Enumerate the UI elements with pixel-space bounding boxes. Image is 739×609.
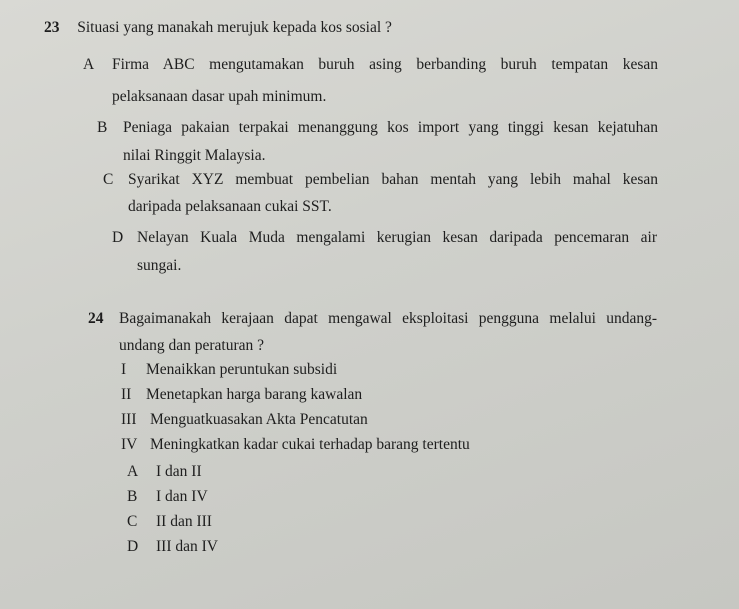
option-letter: A [127, 463, 139, 480]
question-number: 24 [88, 310, 104, 327]
option-d-line1: Nelayan Kuala Muda mengalami kerugian kesan daripada pencemaran air [137, 229, 657, 246]
option-text: I dan IV [156, 488, 208, 505]
statement-roman: IV [121, 436, 138, 453]
option-letter: A [83, 56, 95, 73]
statement-text: Menetapkan harga barang kawalan [146, 386, 363, 403]
statement-roman: II [121, 386, 132, 403]
statement-roman: III [121, 411, 137, 428]
option-text: I dan II [156, 463, 202, 480]
option-letter: C [127, 513, 138, 530]
statement-text: Menaikkan peruntukan subsidi [146, 361, 338, 378]
option-c-line1: Syarikat XYZ membuat pembelian bahan mentah yang lebih mahal kesan [128, 171, 658, 188]
option-text: III dan IV [156, 538, 218, 555]
option-letter: D [112, 229, 124, 246]
option-text: II dan III [156, 513, 212, 530]
statement-roman: I [121, 361, 127, 378]
option-b-line2: nilai Ringgit Malaysia. [123, 147, 266, 164]
option-c-line2: daripada pelaksanaan cukai SST. [128, 198, 332, 215]
question-24-stem-line1: Bagaimanakah kerajaan dapat mengawal eksploitasi pengguna melalui undang- [119, 310, 657, 327]
question-24-stem-line2: undang dan peraturan ? [119, 337, 265, 354]
option-letter: B [127, 488, 138, 505]
question-23-stem-line [44, 19, 392, 37]
option-letter: D [127, 538, 139, 555]
option-a-line1: Firma ABC mengutamakan buruh asing berbanding buruh tempatan kesan [112, 56, 658, 73]
option-d-line2: sungai. [137, 257, 182, 274]
option-a-line2: pelaksanaan dasar upah minimum. [112, 88, 327, 105]
question-number: 23 [44, 19, 60, 36]
option-letter: C [103, 171, 114, 188]
option-b-line1: Peniaga pakaian terpakai menanggung kos import yang tinggi kesan kejatuhan [123, 119, 658, 136]
statement-text: Meningkatkan kadar cukai terhadap barang tertentu [150, 436, 470, 453]
option-letter: B [97, 119, 108, 136]
statement-text: Menguatkuasakan Akta Pencatutan [150, 411, 368, 428]
question-stem: Situasi yang manakah merujuk kepada kos sosial ? [77, 19, 392, 36]
